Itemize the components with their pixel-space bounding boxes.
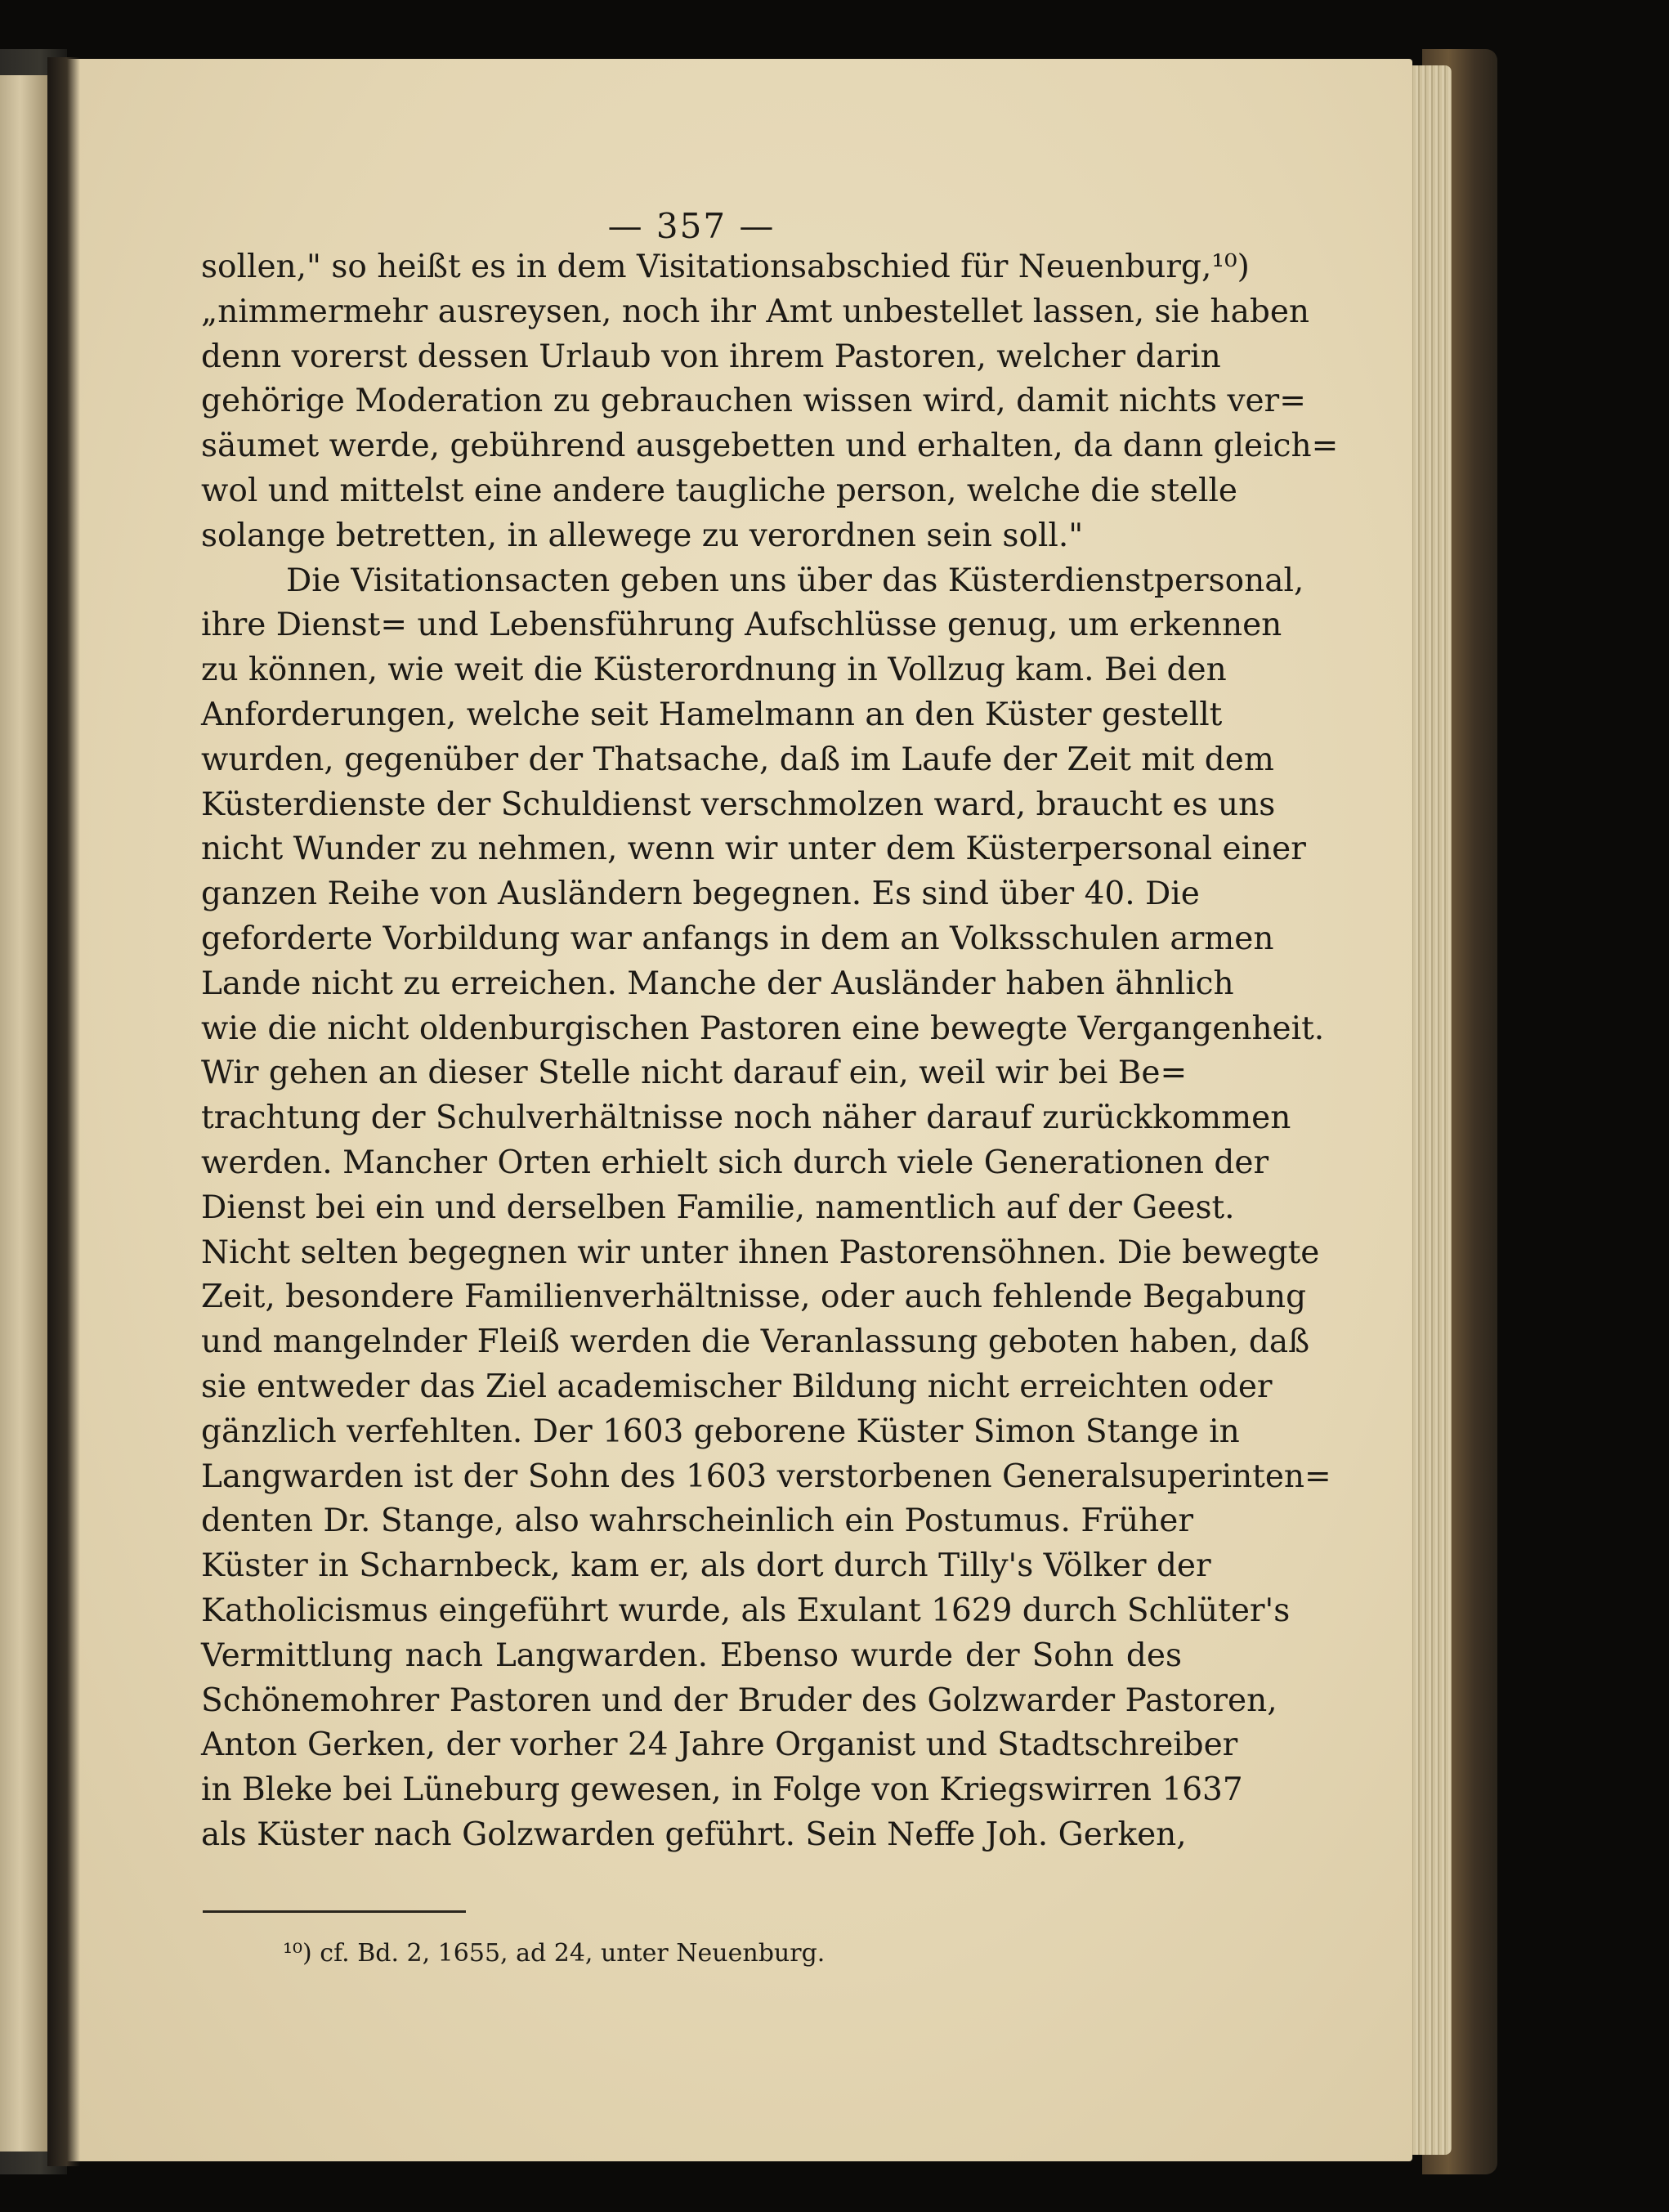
text-line: geforderte Vorbildung war anfangs in dem an Volksschulen armen <box>201 920 1274 957</box>
text-line: werden. Mancher Orten erhielt sich durch viele Generationen der <box>201 1144 1269 1181</box>
text-line: ganzen Reihe von Ausländern begegnen. Es sind über 40. Die <box>201 875 1200 913</box>
text-line: Anforderungen, welche seit Hamelmann an den Küster gestellt <box>201 696 1223 733</box>
left-facing-page-edge <box>0 75 51 2152</box>
text-line: trachtung der Schulverhältnisse noch näher darauf zurückkommen <box>201 1099 1291 1137</box>
text-line: säumet werde, gebührend ausgebetten und erhalten, da dann gleich= <box>201 428 1339 465</box>
text-line: wol und mittelst eine andere taugliche person, welche die stelle <box>201 472 1238 509</box>
text-line: Küsterdienste der Schuldienst verschmolzen ward, braucht es uns <box>201 786 1276 823</box>
text-line: wurden, gegenüber der Thatsache, daß im Laufe der Zeit mit dem <box>201 741 1274 778</box>
text-line: Lande nicht zu erreichen. Manche der Ausländer haben ähnlich <box>201 965 1234 1002</box>
text-line: als Küster nach Golzwarden geführt. Sein Neffe Joh. Gerken, <box>201 1816 1187 1853</box>
text-line: Schönemohrer Pastoren und der Bruder des Golzwarder Pastoren, <box>201 1681 1277 1719</box>
text-line: Vermittlung nach Langwarden. Ebenso wurde der Sohn des <box>201 1637 1182 1674</box>
text-line: „nimmermehr ausreysen, noch ihr Amt unbestellet lassen, sie haben <box>201 293 1310 330</box>
text-line: sollen," so heißt es in dem Visitationsabschied für Neuenburg,¹⁰) <box>201 249 1250 285</box>
page-number: — 357 — <box>607 206 776 246</box>
text-line: denn vorerst dessen Urlaub von ihrem Pastoren, welcher darin <box>201 338 1221 375</box>
page-gutter-shadow <box>47 57 80 2166</box>
text-line: Wir gehen an dieser Stelle nicht darauf ein, weil wir bei Be= <box>201 1055 1188 1092</box>
text-line: Küster in Scharnbeck, kam er, als dort durch Tilly's Völker der <box>201 1547 1211 1585</box>
text-line: zu können, wie weit die Küsterordnung in Vollzug kam. Bei den <box>201 652 1227 689</box>
text-line: ihre Dienst= und Lebensführung Aufschlüsse genug, um erkennen <box>201 607 1282 644</box>
text-line: gehörige Moderation zu gebrauchen wissen wird, damit nichts ver= <box>201 383 1306 420</box>
text-line: Die Visitationsacten geben uns über das Küsterdienstpersonal, <box>286 562 1304 599</box>
text-line: Zeit, besondere Familienverhältnisse, oder auch fehlende Begabung <box>201 1278 1307 1316</box>
text-line: Katholicismus eingeführt wurde, als Exulant 1629 durch Schlüter's <box>201 1592 1291 1629</box>
text-line: denten Dr. Stange, also wahrscheinlich ein Postumus. Früher <box>201 1502 1193 1540</box>
text-line: solange betretten, in allewege zu verordnen sein soll." <box>201 517 1084 554</box>
text-line: Anton Gerken, der vorher 24 Jahre Organist und Stadtschreiber <box>201 1726 1238 1764</box>
text-line: Dienst bei ein und derselben Familie, namentlich auf der Geest. <box>201 1189 1235 1226</box>
text-line: und mangelnder Fleiß werden die Veranlassung geboten haben, daß <box>201 1323 1310 1361</box>
text-line: Langwarden ist der Sohn des 1603 verstorbenen Generalsuperinten= <box>201 1458 1331 1495</box>
text-line: in Bleke bei Lüneburg gewesen, in Folge von Kriegswirren 1637 <box>201 1771 1243 1809</box>
text-line: gänzlich verfehlten. Der 1603 geborene Küster Simon Stange in <box>201 1413 1240 1450</box>
text-line: Nicht selten begegnen wir unter ihnen Pastorensöhnen. Die bewegte <box>201 1234 1320 1271</box>
text-line: sie entweder das Ziel academischer Bildung nicht erreichten oder <box>201 1368 1273 1405</box>
text-line: nicht Wunder zu nehmen, wenn wir unter dem Küsterpersonal einer <box>201 831 1306 868</box>
text-line: wie die nicht oldenburgischen Pastoren eine bewegte Vergangenheit. <box>201 1010 1325 1047</box>
footnote: ¹⁰) cf. Bd. 2, 1655, ad 24, unter Neuenburg. <box>283 1939 826 1968</box>
footnote-area <box>201 0 1339 2212</box>
